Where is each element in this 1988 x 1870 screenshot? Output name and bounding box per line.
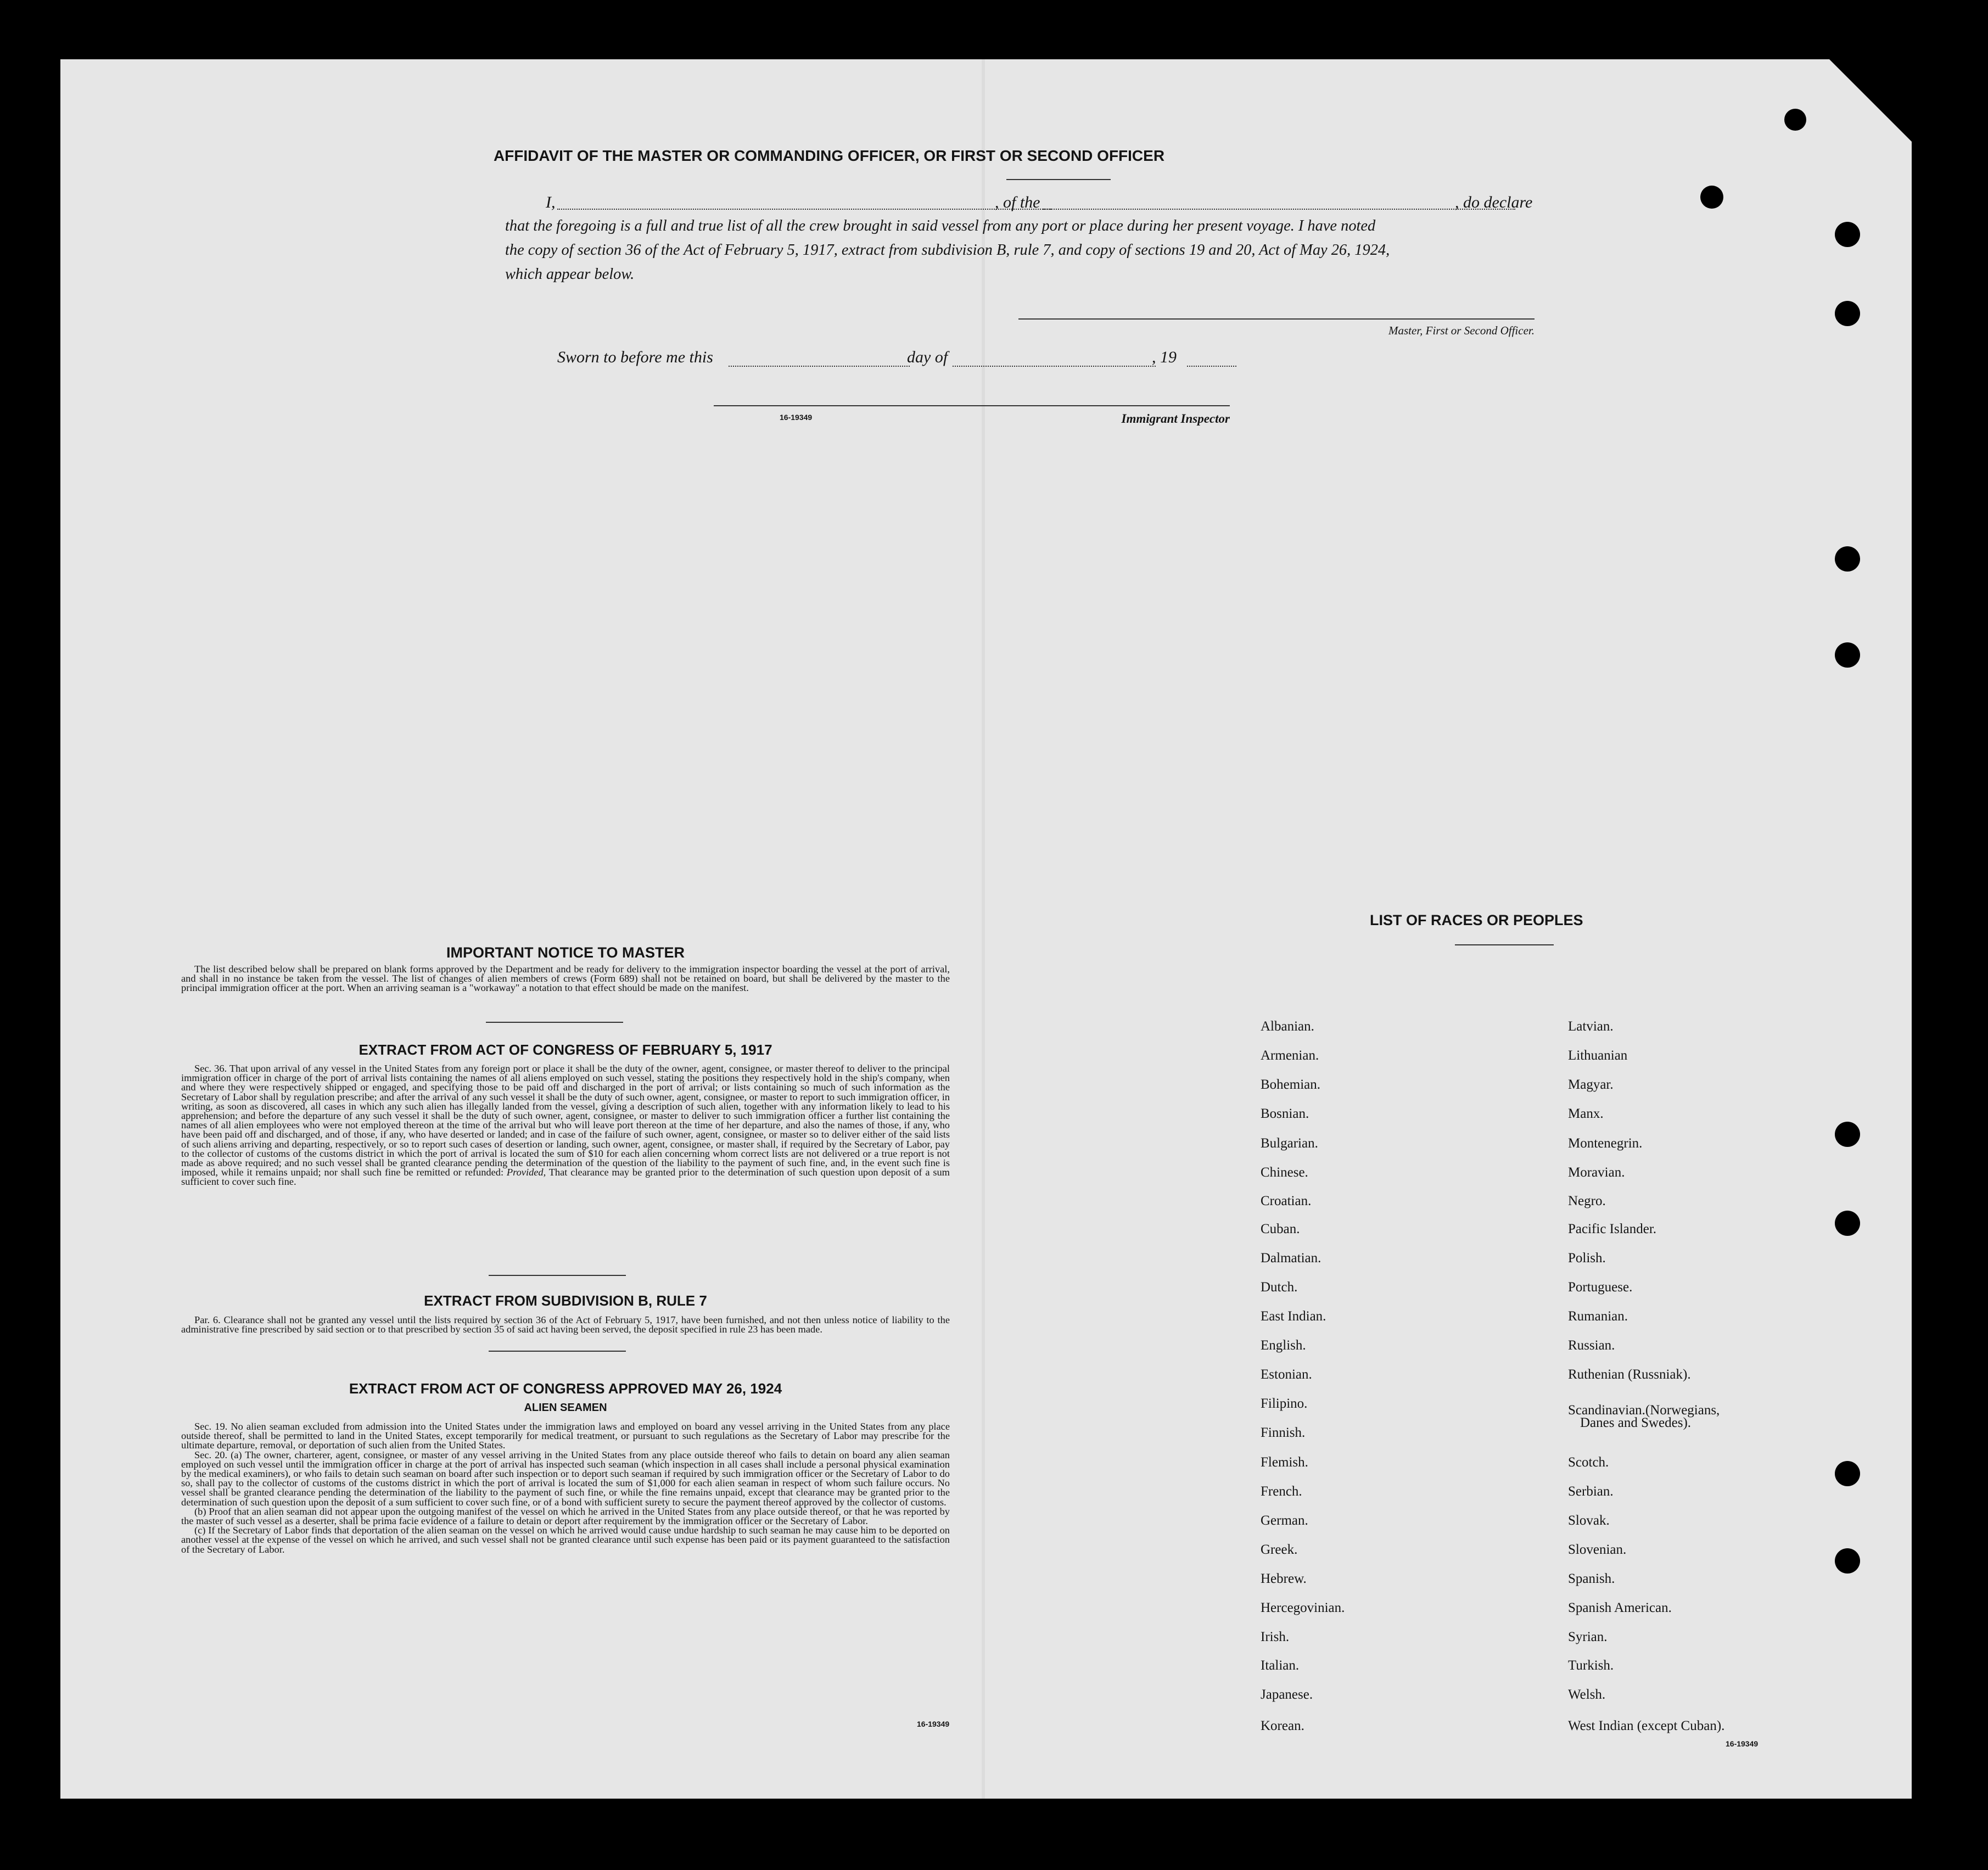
punch-hole xyxy=(1784,109,1806,131)
race-item: Greek. xyxy=(1261,1542,1298,1557)
affidavit-line-3: the copy of section 36 of the Act of February 5, 1917, extract from subdivision B, rule 7, and copy of sections 19 and 20, Act of May 26, 1924, xyxy=(505,242,1390,259)
punch-hole xyxy=(1835,1461,1860,1486)
extract-1924-subtitle: ALIEN SEAMEN xyxy=(524,1402,607,1414)
name-blank[interactable] xyxy=(557,209,1051,210)
race-item: Albanian. xyxy=(1261,1019,1314,1034)
affidavit-of-the-label: , of the xyxy=(995,193,1040,211)
race-item: Cuban. xyxy=(1261,1222,1300,1236)
sec20a-body: Sec. 20. (a) The owner, charterer, agent, consignee, or master of any vessel arriving in the United States from any place outside thereof who fails to detain on board any alien seaman employed on such vessel until the immigration officer in charge at the port of arrival has inspected such seaman (which inspection in all cases shall include a personal physical examination by the medical examiners), or who fails to detain such seaman on board after such inspection or to deport such seaman if required by such immigration officer or the Secretary of Labor to do so, shall pay to the collector of customs of the customs district in which the port of arrival is located the sum of $1,000 for each alien seaman in respect of whom such failure occurs. No vessel shall be granted clearance pending the determination of the liability to the payment of such fine, or while the fine remains unpaid, except that clearance may be granted prior to the determination of such question upon the deposit of a sum sufficient to cover such fine, or of a bond with sufficient surety to secure the payment thereof approved by the collector of customs. xyxy=(181,1449,950,1508)
race-item: Serbian. xyxy=(1568,1484,1614,1499)
race-item: English. xyxy=(1261,1338,1306,1353)
vessel-blank[interactable] xyxy=(1043,209,1515,210)
race-item: Filipino. xyxy=(1261,1396,1308,1411)
extract-1917-proviso-text: That clearance may be granted prior to the determination of such question upon deposit of a sum sufficient to cover such fine. xyxy=(181,1167,950,1188)
race-item: Portuguese. xyxy=(1568,1280,1633,1295)
extract-1917-divider xyxy=(489,1275,626,1276)
sworn-prefix: Sworn to before me this xyxy=(557,348,713,366)
race-item: Spanish American. xyxy=(1568,1600,1672,1615)
race-item: Danes and Swedes). xyxy=(1580,1415,1692,1430)
race-item: Dalmatian. xyxy=(1261,1251,1321,1266)
race-item: Dutch. xyxy=(1261,1280,1298,1295)
center-fold xyxy=(982,59,985,1799)
race-item: French. xyxy=(1261,1484,1302,1499)
race-item: Korean. xyxy=(1261,1718,1304,1733)
races-underline xyxy=(1455,944,1554,945)
sworn-year-blank[interactable] xyxy=(1187,366,1236,367)
affidavit-line-2: that the foregoing is a full and true list of all the crew brought in said vessel from any port or place during her present voyage. I have noted xyxy=(505,217,1376,234)
extract-1917-title: EXTRACT FROM ACT OF CONGRESS OF FEBRUARY 5, 1917 xyxy=(359,1042,772,1058)
race-item: Slovenian. xyxy=(1568,1542,1627,1557)
sec20c-body: (c) If the Secretary of Labor finds that deportation of the alien seaman on the vessel on which he arrived would cause undue hardship to such seaman he may cause him to be deported on another vessel at the expense of the vessel on which he arrived, and such vessel shall not be granted clearance until such expense has been paid or its payment guaranteed to the satisfaction of the Secretary of Labor. xyxy=(181,1525,950,1555)
race-item: Estonian. xyxy=(1261,1367,1312,1382)
race-item: Flemish. xyxy=(1261,1455,1308,1470)
affidavit-title: AFFIDAVIT OF THE MASTER OR COMMANDING OFFICER, OR FIRST OR SECOND OFFICER xyxy=(493,147,1165,164)
document-page xyxy=(60,59,1912,1799)
punch-hole xyxy=(1835,1548,1860,1574)
sworn-year-prefix: , 19 xyxy=(1152,348,1177,366)
rule7-title: EXTRACT FROM SUBDIVISION B, RULE 7 xyxy=(424,1292,707,1309)
signature-line[interactable] xyxy=(1018,318,1535,320)
race-item: Scandinavian.(Norwegians, xyxy=(1568,1403,1720,1418)
punch-hole xyxy=(1835,222,1860,247)
race-item: Spanish. xyxy=(1568,1571,1615,1586)
affidavit-do-declare: , do declare xyxy=(1455,193,1533,211)
extract-1917-body xyxy=(181,1064,950,1187)
race-item: East Indian. xyxy=(1261,1309,1326,1324)
punch-hole xyxy=(1835,1211,1860,1236)
race-item: Syrian. xyxy=(1568,1630,1608,1644)
race-item: Croatian. xyxy=(1261,1194,1312,1208)
races-form-number: 16-19349 xyxy=(1726,1739,1759,1748)
race-item: Russian. xyxy=(1568,1338,1615,1353)
race-item: Finnish. xyxy=(1261,1425,1306,1440)
punch-hole xyxy=(1835,301,1860,326)
notice-section xyxy=(181,965,950,993)
race-item: Bulgarian. xyxy=(1261,1136,1318,1151)
race-item: Welsh. xyxy=(1568,1687,1606,1702)
punch-hole xyxy=(1835,642,1860,668)
rule7-section xyxy=(181,1315,950,1334)
affidavit-line-4: which appear below. xyxy=(505,266,635,283)
notice-divider xyxy=(486,1022,623,1023)
race-item: German. xyxy=(1261,1513,1308,1528)
extract-form-number: 16-19349 xyxy=(917,1720,950,1728)
race-item: Montenegrin. xyxy=(1568,1136,1643,1151)
race-item: Polish. xyxy=(1568,1251,1606,1266)
sworn-month-blank[interactable] xyxy=(953,366,1156,367)
notice-title: IMPORTANT NOTICE TO MASTER xyxy=(446,944,685,961)
extract-1924-section xyxy=(181,1422,950,1554)
race-item: Negro. xyxy=(1568,1194,1606,1208)
sec20b-body: (b) Proof that an alien seaman did not appear upon the outgoing manifest of the vessel on which he arrived in the United States from any place outside thereof, or that he was reported by the master of such vessel as a deserter, shall be prima facie evidence of a failure to detain or deport after requirement by the immigration officer or the Secretary of Labor. xyxy=(181,1505,950,1527)
race-item: Scotch. xyxy=(1568,1455,1609,1470)
rule7-divider xyxy=(489,1351,626,1352)
rule7-body: Par. 6. Clearance shall not be granted any vessel until the lists required by section 36 of the Act of February 5, 1917, have been furnished, and not then unless notice of liability to the administrative fine prescribed by said section or to that prescribed by section 35 of said act having been served, the deposit specified in rule 23 has been made. xyxy=(181,1314,950,1335)
race-item: Slovak. xyxy=(1568,1513,1610,1528)
punch-hole xyxy=(1835,1122,1860,1147)
race-item: Lithuanian xyxy=(1568,1048,1628,1063)
sworn-day-of: day of xyxy=(907,348,948,366)
race-item: Turkish. xyxy=(1568,1658,1614,1673)
race-item: Hercegovinian. xyxy=(1261,1600,1345,1615)
signature-caption: Master, First or Second Officer. xyxy=(1388,324,1535,337)
title-underline xyxy=(1006,179,1111,180)
extract-1917-section xyxy=(181,1064,950,1187)
race-item: Bosnian. xyxy=(1261,1106,1309,1121)
race-item: Magyar. xyxy=(1568,1077,1614,1092)
race-item: Ruthenian (Russniak). xyxy=(1568,1367,1691,1382)
race-item: Armenian. xyxy=(1261,1048,1319,1063)
sec19-body: Sec. 19. No alien seaman excluded from admission into the United States under the immigration laws and employed on board any vessel arriving in the United States from any place outside thereof, shall be permitted to land in the United States, except temporarily for medical treatment, or pursuant to such regulations as the Secretary of Labor may prescribe for the ultimate departure, removal, or deportation of such alien from the United States. xyxy=(181,1421,950,1451)
race-item: Chinese. xyxy=(1261,1165,1308,1180)
race-item: Italian. xyxy=(1261,1658,1300,1673)
races-title: LIST OF RACES OR PEOPLES xyxy=(1370,912,1583,928)
inspector-caption: Immigrant Inspector xyxy=(1121,412,1230,425)
race-item: Bohemian. xyxy=(1261,1077,1321,1092)
extract-1917-text: Sec. 36. That upon arrival of any vessel in the United States from any foreign port or place it shall be the duty of the owner, agent, consignee, or master thereof to deliver to the principal immigration officer in charge of the port of arrival lists containing the names of all aliens employed on such vessel, stating the positions they respectively hold in the ship's company, when and where they were respectively shipped or engaged, and specifying those to be paid off and discharged in the port of arrival; or lists containing so much of such information as the Secretary of Labor shall by regulation prescribe; and after the arrival of any such vessel it shall be the duty of such owner, agent, consignee, or master to report to such immigration officer, in writing, as soon as discovered, all cases in which any such alien has illegally landed from the vessel, giving a description of such alien, together with any information likely to lead to his apprehension; and before the departure of any such vessel it shall be the duty of such owner, agent, consignee, or master to deliver to such immigration officer a further list containing the names of all alien employees who were not employed thereon at the time of the arrival but who will leave port thereon at the time of her departure, and also the names of those, if any, who have been paid off and discharged, and of those, if any, who have deserted or landed; and in case of the failure of such owner, agent, consignee, or master so to deliver either of the said lists of such aliens arriving and departing, respectively, or so to report such cases of desertion or landing, such owner, agent, consignee, or master shall, if required by the Secretary of Labor, pay to the collector of customs of the customs district in which the port of arrival is located the sum of $10 for each alien concerning whom correct lists are not delivered or a true report is not made as above required; and no such vessel shall be granted clearance pending the determination of the question of the liability to the payment of such fine, and, in the event such fine is imposed, while it remains unpaid; nor shall such fine be remitted or refunded: xyxy=(181,1063,950,1178)
punch-hole xyxy=(1700,186,1723,209)
race-item: Irish. xyxy=(1261,1630,1290,1644)
race-item: Manx. xyxy=(1568,1106,1604,1121)
folded-corner xyxy=(1829,59,1912,142)
race-item: West Indian (except Cuban). xyxy=(1568,1718,1725,1733)
race-item: Latvian. xyxy=(1568,1019,1614,1034)
inspector-signature-line[interactable] xyxy=(714,405,1230,406)
race-item: Pacific Islander. xyxy=(1568,1222,1657,1236)
extract-1924-title: EXTRACT FROM ACT OF CONGRESS APPROVED MAY 26, 1924 xyxy=(349,1380,782,1397)
sworn-day-blank[interactable] xyxy=(729,366,910,367)
affidavit-form-number: 16-19349 xyxy=(780,413,813,422)
race-item: Moravian. xyxy=(1568,1165,1625,1180)
extract-1917-proviso-label: Provided, xyxy=(506,1167,546,1178)
punch-hole xyxy=(1835,546,1860,572)
race-item: Rumanian. xyxy=(1568,1309,1628,1324)
notice-body: The list described below shall be prepared on blank forms approved by the Department and be ready for delivery to the immigration inspector boarding the vessel at the port of arrival, and shall in no instance be taken from the vessel. The list of changes of alien members of crews (Form 689) shall not be retained on board, but shall be delivered by the master to the principal immigration officer at the port. When an arriving seaman is a "workaway" a notation to that effect should be made on the manifest. xyxy=(181,964,950,994)
race-item: Japanese. xyxy=(1261,1687,1313,1702)
affidavit-i-label: I, xyxy=(546,193,556,211)
race-item: Hebrew. xyxy=(1261,1571,1307,1586)
